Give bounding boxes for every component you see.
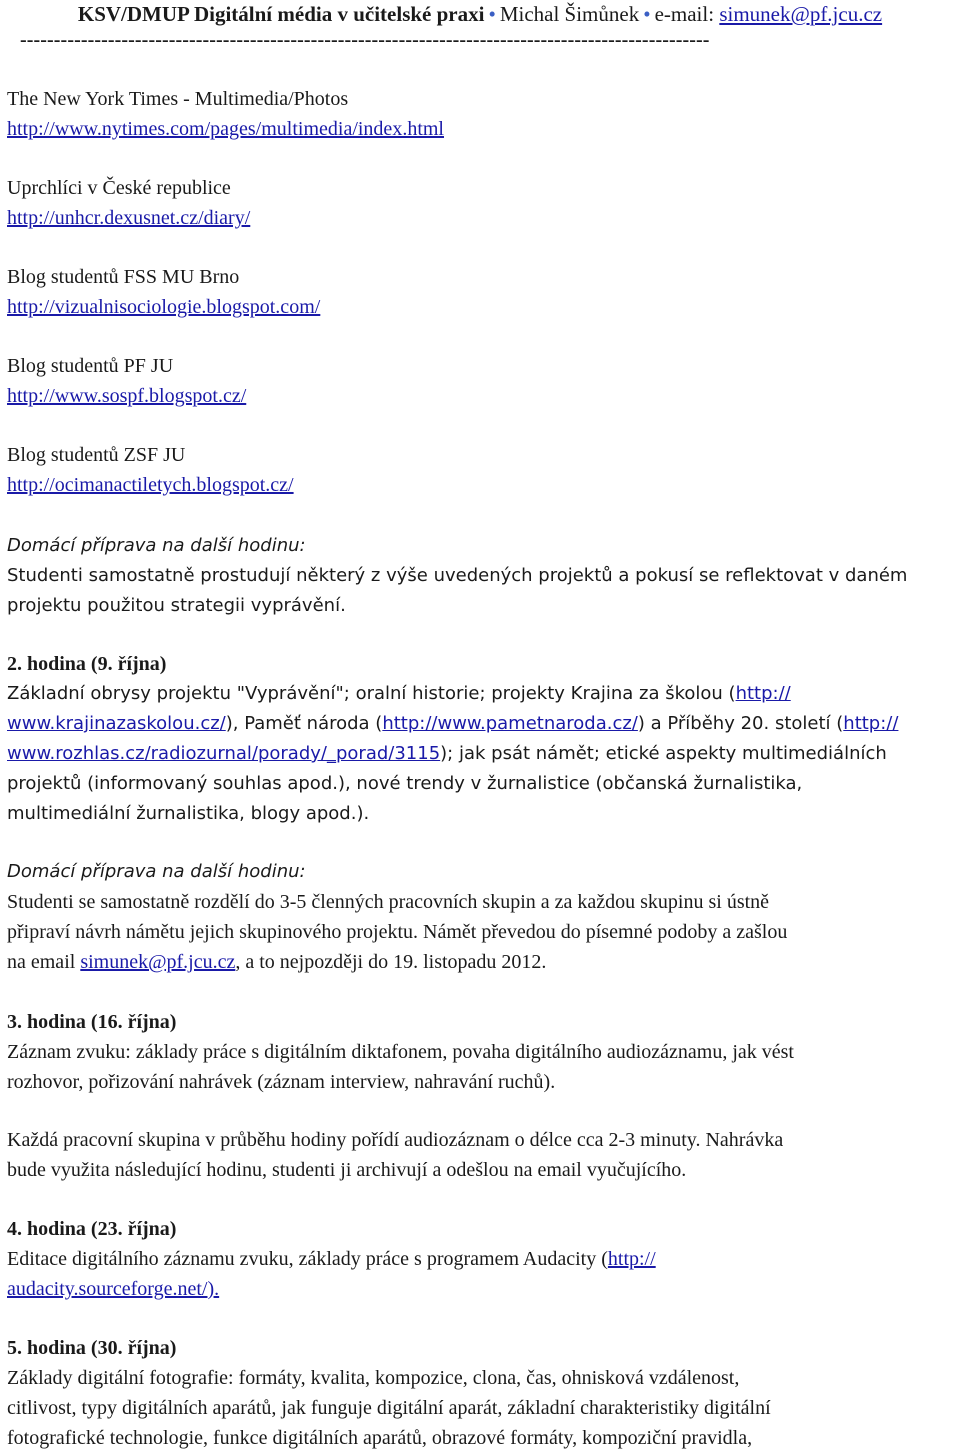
lesson-text: Základní obrysy projektu "Vyprávění"; oralní historie; projekty Krajina za školou ( [7, 683, 736, 704]
audacity-link[interactable]: audacity.sourceforge.net/). [7, 1278, 220, 1300]
header-email-link[interactable]: simunek@pf.jcu.cz [719, 2, 883, 26]
lesson-text: ); jak psát námět; etické aspekty multimediálních [440, 743, 887, 764]
homework-text: , a to nejpozději do 19. listopadu 2012. [235, 951, 547, 973]
homework-text: připraví návrh námětu jejich skupinového projektu. Námět převedou do písemné podoby a zašlou [7, 921, 788, 943]
lesson-heading: 2. hodina (9. října) [7, 653, 167, 675]
page-header [0, 2, 960, 27]
lesson-text: ) a Příběhy 20. století ( [637, 713, 844, 734]
homework-heading: Domácí příprava na další hodinu: [7, 861, 306, 882]
audacity-link[interactable]: http:// [607, 1248, 656, 1270]
lesson-text: Základy digitální fotografie: formáty, kvalita, kompozice, clona, čas, ohnisková vzdálenost, [7, 1367, 740, 1389]
author-name: Michal Šimůnek [499, 2, 640, 26]
link-url[interactable]: http://unhcr.dexusnet.cz/diary/ [7, 207, 251, 229]
lesson-text: ), Paměť národa ( [225, 713, 383, 734]
lesson-heading: 4. hodina (23. října) [7, 1218, 177, 1240]
link-url[interactable]: http://www.nytimes.com/pages/multimedia/index.html [7, 118, 444, 140]
homework-text: projektu použitou strategii vyprávění. [7, 595, 346, 616]
pametnaroda-link[interactable]: http://www.pametnaroda.cz/ [382, 713, 638, 734]
email-label: e-mail: [654, 2, 715, 26]
lesson-text: fotografické technologie, funkce digitálních aparátů, obrazové formáty, kompoziční pravidla, [7, 1427, 753, 1449]
link-title: Uprchlíci v České republice [7, 177, 231, 199]
homework-heading: Domácí příprava na další hodinu: [7, 535, 306, 556]
homework-text: Studenti se samostatně rozdělí do 3-5 členných pracovních skupin a za každou skupinu si ústně [7, 891, 770, 913]
lesson-heading: 3. hodina (16. října) [7, 1011, 177, 1033]
lesson-heading: 5. hodina (30. října) [7, 1337, 177, 1359]
header-divider: ------------------------------------------------------------------------------------------------------ [20, 30, 710, 50]
link-url[interactable]: http://vizualnisociologie.blogspot.com/ [7, 296, 321, 318]
lesson-text: Editace digitálního záznamu zvuku, základy práce s programem Audacity ( [7, 1248, 608, 1270]
lesson-text: bude využita následující hodinu, studenti ji archivují a odešlou na email vyučujícího. [7, 1159, 687, 1181]
bullet-icon: • [643, 2, 651, 26]
lesson-text: citlivost, typy digitálních aparátů, jak funguje digitální aparát, základní charakteristiky digitální [7, 1397, 771, 1419]
homework-text: Studenti samostatně prostudují některý z výše uvedených projektů a pokusí se reflektovat v daném [7, 565, 908, 586]
link-url[interactable]: http://ocimanactiletych.blogspot.cz/ [7, 474, 294, 496]
lesson-text: rozhovor, pořizování nahrávek (záznam interview, nahravání ruchů). [7, 1071, 556, 1093]
lesson-text: Záznam zvuku: základy práce s digitálním diktafonem, povaha digitálního audiozáznamu, jak vést [7, 1041, 794, 1063]
bullet-icon: • [488, 2, 496, 26]
link-url[interactable]: http://www.sospf.blogspot.cz/ [7, 385, 247, 407]
link-title: Blog studentů ZSF JU [7, 444, 186, 466]
krajina-link[interactable]: http:// [735, 683, 791, 704]
link-title: Blog studentů FSS MU Brno [7, 266, 240, 288]
rozhlas-link[interactable]: http:// [843, 713, 899, 734]
rozhlas-link[interactable]: www.rozhlas.cz/radiozurnal/porady/_porad/3115 [7, 743, 441, 764]
homework-text: na email [7, 951, 81, 973]
lesson-text: multimediální žurnalistika, blogy apod.). [7, 803, 370, 824]
course-title: KSV/DMUP Digitální média v učitelské praxi [77, 2, 485, 26]
email-link[interactable]: simunek@pf.jcu.cz [80, 951, 236, 973]
link-title: Blog studentů PF JU [7, 355, 174, 377]
lesson-text: Každá pracovní skupina v průběhu hodiny pořídí audiozáznam o délce cca 2-3 minuty. Nahrávka [7, 1129, 784, 1151]
lesson-text: projektů (informovaný souhlas apod.), nové trendy v žurnalistice (občanská žurnalistika, [7, 773, 803, 794]
link-title: The New York Times - Multimedia/Photos [7, 88, 349, 110]
krajina-link[interactable]: www.krajinazaskolou.cz/ [7, 713, 226, 734]
